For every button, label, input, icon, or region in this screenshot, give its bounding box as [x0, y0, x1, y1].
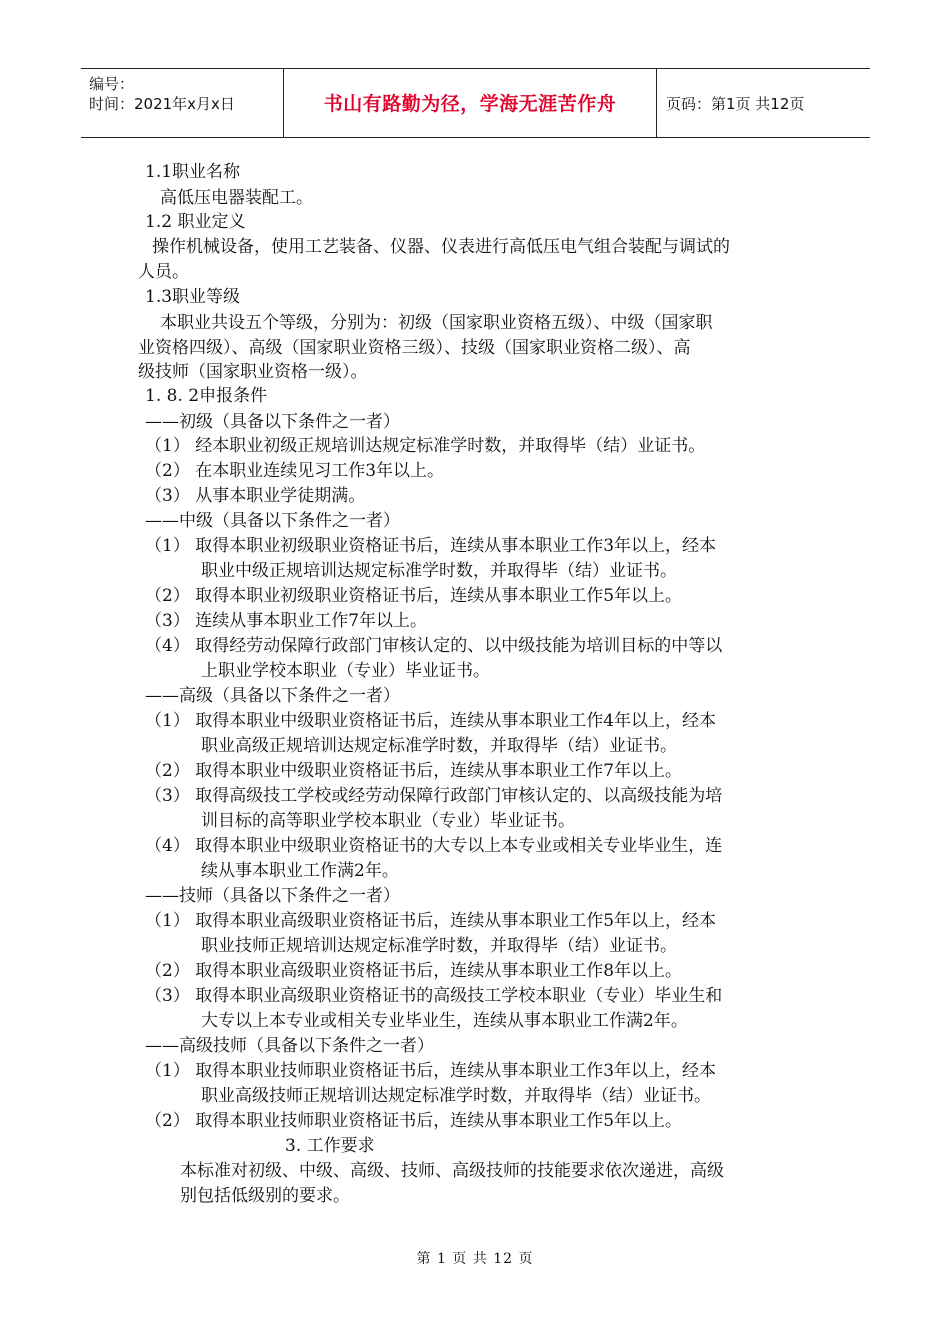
- document-date: 时间：2021年x月x日: [89, 95, 235, 113]
- text-line: 级技师（国家职业资格一级）。: [138, 362, 368, 382]
- text-line: 操作机械设备，使用工艺装备、仪器、仪表进行高低压电气组合装配与调试的: [152, 237, 730, 257]
- text-line: 业资格四级）、高级（国家职业资格三级）、技级（国家职业资格二级）、高: [138, 338, 691, 358]
- text-line: （1） 取得本职业初级职业资格证书后，连续从事本职业工作3年以上，经本: [145, 536, 717, 556]
- text-line: （4） 取得经劳动保障行政部门审核认定的、以中级技能为培训目标的中等以: [145, 636, 723, 656]
- text-line: （1） 经本职业初级正规培训达规定标准学时数，并取得毕（结）业证书。: [145, 436, 706, 456]
- text-line: （1） 取得本职业高级职业资格证书后，连续从事本职业工作5年以上，经本: [145, 911, 717, 931]
- text-line: 1. 8. 2申报条件: [145, 386, 268, 406]
- text-line: 职业中级正规培训达规定标准学时数，并取得毕（结）业证书。: [201, 561, 677, 581]
- text-line: （3） 取得高级技工学校或经劳动保障行政部门审核认定的、以高级技能为培: [145, 786, 723, 806]
- text-line: 训目标的高等职业学校本职业（专业）毕业证书。: [201, 811, 575, 831]
- header-motto-cell: [283, 69, 657, 137]
- text-line: （2） 取得本职业初级职业资格证书后，连续从事本职业工作5年以上。: [145, 586, 683, 606]
- text-line: 1.3职业等级: [145, 287, 241, 307]
- text-line: ——高级（具备以下条件之一者）: [145, 686, 400, 706]
- text-line: （3） 取得本职业高级职业资格证书的高级技工学校本职业（专业）毕业生和: [145, 986, 723, 1006]
- header-page-cell: [656, 69, 870, 137]
- text-line: 人员。: [138, 262, 189, 282]
- text-line: ——中级（具备以下条件之一者）: [145, 511, 400, 531]
- text-line: ——技师（具备以下条件之一者）: [145, 886, 400, 906]
- header-motto: 书山有路勤为径，学海无涯苦作舟: [323, 93, 617, 115]
- text-line: （4） 取得本职业中级职业资格证书的大专以上本专业或相关专业毕业生，连: [145, 836, 723, 856]
- text-line: 职业高级正规培训达规定标准学时数，并取得毕（结）业证书。: [201, 736, 677, 756]
- text-line: 续从事本职业工作满2年。: [201, 861, 399, 881]
- text-line: 职业高级技师正规培训达规定标准学时数，并取得毕（结）业证书。: [201, 1086, 711, 1106]
- text-line: （2） 取得本职业技师职业资格证书后，连续从事本职业工作5年以上。: [145, 1111, 683, 1131]
- document-header: [81, 68, 870, 138]
- header-info-cell: [81, 69, 283, 137]
- text-line: 别包括低级别的要求。: [180, 1186, 350, 1206]
- text-line: （3） 连续从事本职业工作7年以上。: [145, 611, 428, 631]
- text-line: （2） 取得本职业高级职业资格证书后，连续从事本职业工作8年以上。: [145, 961, 683, 981]
- text-line: 3. 工作要求: [285, 1136, 375, 1156]
- text-line: 本标准对初级、中级、高级、技师、高级技师的技能要求依次递进，高级: [180, 1161, 724, 1181]
- text-line: 本职业共设五个等级，分别为：初级（国家职业资格五级）、中级（国家职: [160, 313, 713, 333]
- text-line: 高低压电器装配工。: [160, 188, 313, 208]
- page-footer: 第 1 页 共 12 页: [416, 1251, 534, 1267]
- text-line: （2） 在本职业连续见习工作3年以上。: [145, 461, 445, 481]
- text-line: （1） 取得本职业技师职业资格证书后，连续从事本职业工作3年以上，经本: [145, 1061, 717, 1081]
- text-line: ——高级技师（具备以下条件之一者）: [145, 1036, 434, 1056]
- text-line: （3） 从事本职业学徒期满。: [145, 486, 366, 506]
- text-line: （1） 取得本职业中级职业资格证书后，连续从事本职业工作4年以上，经本: [145, 711, 717, 731]
- text-line: （2） 取得本职业中级职业资格证书后，连续从事本职业工作7年以上。: [145, 761, 683, 781]
- header-page-info: 页码：第1页 共12页: [666, 95, 805, 113]
- document-number-label: 编号：: [89, 75, 135, 93]
- text-line: 上职业学校本职业（专业）毕业证书。: [201, 661, 490, 681]
- text-line: 大专以上本专业或相关专业毕业生，连续从事本职业工作满2年。: [201, 1011, 688, 1031]
- text-line: 1.1职业名称: [145, 162, 241, 182]
- text-line: 1.2 职业定义: [145, 212, 246, 232]
- text-line: ——初级（具备以下条件之一者）: [145, 412, 400, 432]
- text-line: 职业技师正规培训达规定标准学时数，并取得毕（结）业证书。: [201, 936, 677, 956]
